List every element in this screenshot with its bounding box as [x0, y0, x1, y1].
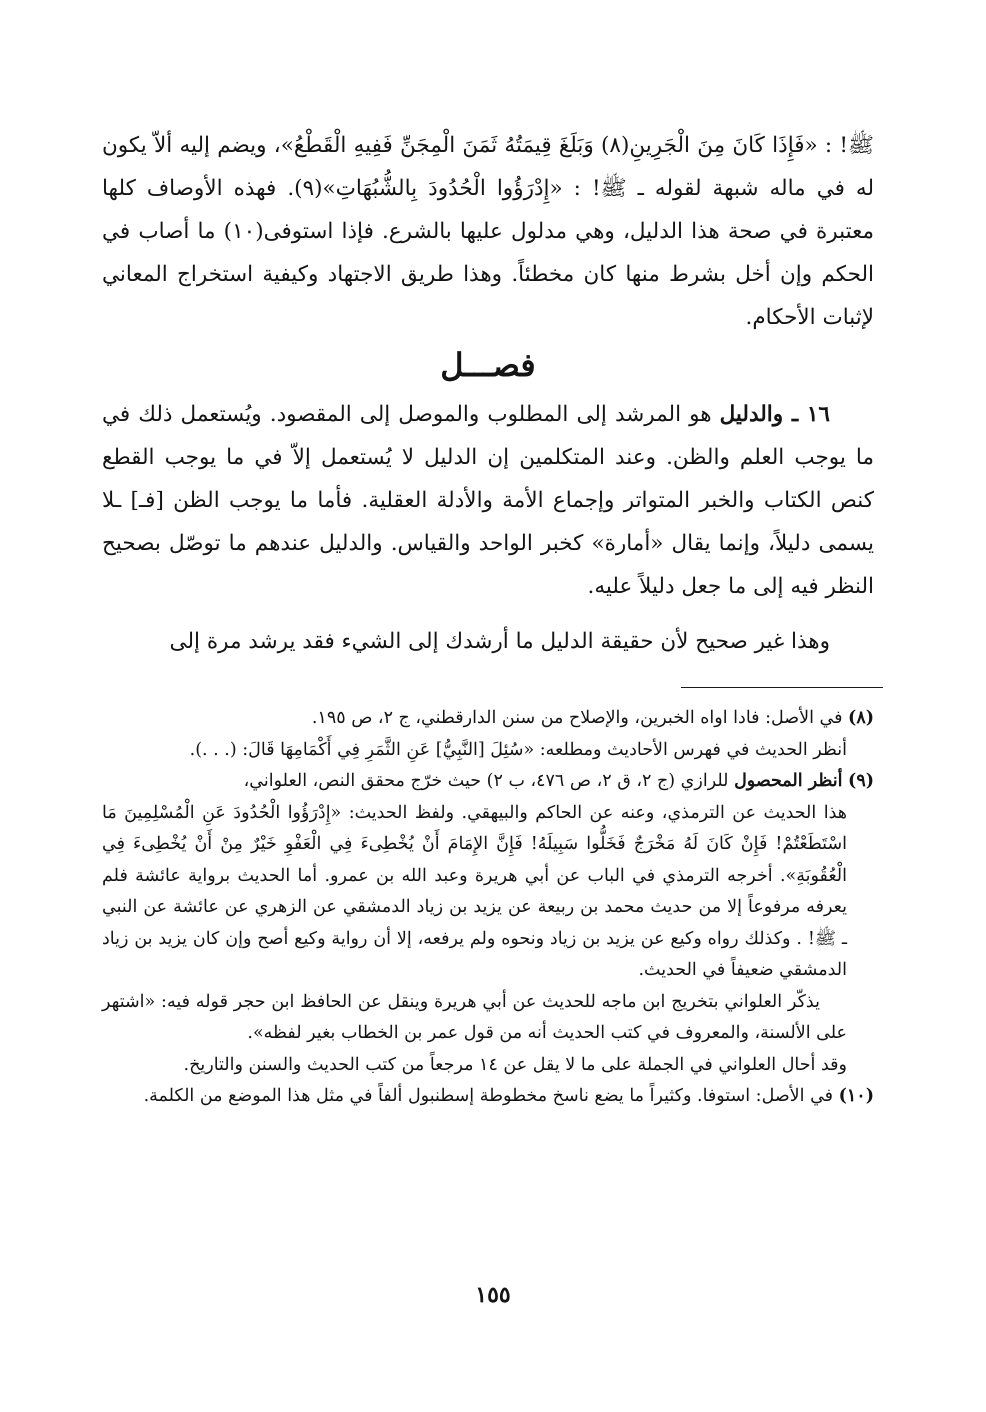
footnote-9: [102, 766, 874, 798]
paragraph-16-text: هو المرشد إلى المطلوب والموصل إلى المقصود. ويُستعمل ذلك في ما يوجب العلم والظن. وعند المتكلمين إن الدليل لا يُستعمل إلاّ في ما يوجب القطع كنص الكتاب والخبر المتواتر وإجماع الأمة والأدلة العقلية. فأما ما يوجب الظن [فـ] ـلا يسمى دليلاً، وإنما يقال «أمارة» كخبر الواحد والقياس. والدليل عندهم ما توصّل بصحيح النظر فيه إلى ما جعل دليلاً عليه.: [102, 402, 874, 599]
paragraph-1: ﷺ! : «فَإِذَا كَانَ مِنَ الْجَرِينِ(٨) وَبَلَغَ قِيمَتُهُ ثَمَنَ الْمِجَنِّ فَفِيهِ الْقَطْعُ»، ويضم إليه ألاّ يكون له في ماله شبهة لقوله ـ ﷺ! : «إِدْرَؤُوا الْحُدُودَ بِالشُّبُهَاتِ»(٩). فهذه الأوصاف كلها معتبرة في صحة هذا الدليل، وهي مدلول عليها بالشرع. فإذا استوفى(١٠) ما أصاب في الحكم وإن أخل بشرط منها كان مخطئاً. وهذا طريق الاجتهاد وكيفية استخراج المعاني لإثبات الأحكام.: [102, 133, 874, 330]
section-heading: فصـــل: [440, 346, 536, 384]
footnote-10-marker: (١٠): [838, 1086, 874, 1106]
footnote-10-text: في الأصل: استوفا. وكثيراً ما يضع ناسخ مخطوطة إسطنبول ألفاً في مثل هذا الموضع من الكلمة.: [143, 1086, 834, 1106]
paragraph-16: [102, 393, 874, 608]
paragraph-16-lead: ١٦ ـ والدليل: [719, 402, 830, 427]
footnote-8-marker: (٨): [848, 708, 874, 728]
footnote-8-text: في الأصل: فادا اواه الخبرين، والإصلاح من سنن الدارقطني، ج ٢، ص ١٩٥.: [311, 708, 843, 728]
page-number: ١٥٥: [475, 1282, 511, 1308]
footnote-9-continuation: هذا الحديث عن الترمذي، وعنه عن الحاكم والبيهقي. ولفظ الحديث: «إِدْرَؤُوا الْحُدُودَ عَنِ الْمُسْلِمِينَ مَا اسْتَطَعْتُمْ! فَإِنْ كَانَ لَهُ مَخْرَجٌ فَخَلُّوا سَبِيلَهُ! فَإِنَّ الإِمَامَ أَنْ يُخْطِىءَ فِي الْعَفْوِ خَيْرٌ مِنْ أَنْ يُخْطِىءَ فِي الْعُقُوبَةِ». أخرجه الترمذي في الباب عن أبي هريرة وعبد الله بن عمرو. أما الحديث برواية عائشة فلم يعرفه مرفوعاً إلا من حديث محمد بن ربيعة عن يزيد بن زياد الدمشقي عن الزهري عن عائشة عن النبي ـ ﷺ! . وكذلك رواه وكيع عن يزيد بن زياد ونحوه ولم يرفعه، إلا أن رواية وكيع أصح وإن كان يزيد بن زياد الدمشقي ضعيفاً في الحديث.: [102, 802, 847, 980]
footnote-9-lead: أنظر المحصول: [734, 771, 843, 791]
footnote-separator: [681, 687, 883, 688]
footnote-9-marker: (٩): [848, 771, 874, 791]
paragraph-3: وهذا غير صحيح لأن حقيقة الدليل ما أرشدك إلى الشيء فقد يرشد مرة إلى: [169, 629, 830, 654]
footnote-9-sub-2: وقد أحال العلواني في الجملة على ما لا يقل عن ١٤ مرجعاً من كتب الحديث والسنن والتاريخ.: [183, 1054, 847, 1075]
footnotes: [102, 703, 874, 1113]
footnote-9-text: للرازي (ج ٢، ق ٢، ص ٤٧٦، ب ٢) حيث خرّج محقق النص، العلواني،: [243, 771, 729, 791]
main-text: [102, 124, 874, 663]
footnote-9-sub-1: يذكّر العلواني بتخريج ابن ماجه للحديث عن أبي هريرة وينقل عن الحافظ ابن حجر قوله فيه: «اشتهر على الألسنة، والمعروف في كتب الحديث أنه من قول عمر بن الخطاب بغير لفظه».: [102, 991, 847, 1043]
footnote-8: [102, 703, 874, 735]
footnote-10: [102, 1081, 874, 1113]
footnote-8-sub: أنظر الحديث في فهرس الأحاديث ومطلعه: «سُئِلَ [النَّبِيُّ] عَنِ الثَّمَرِ فِي أَكْمَامِهَا قَالَ: (. . .).: [189, 739, 847, 760]
